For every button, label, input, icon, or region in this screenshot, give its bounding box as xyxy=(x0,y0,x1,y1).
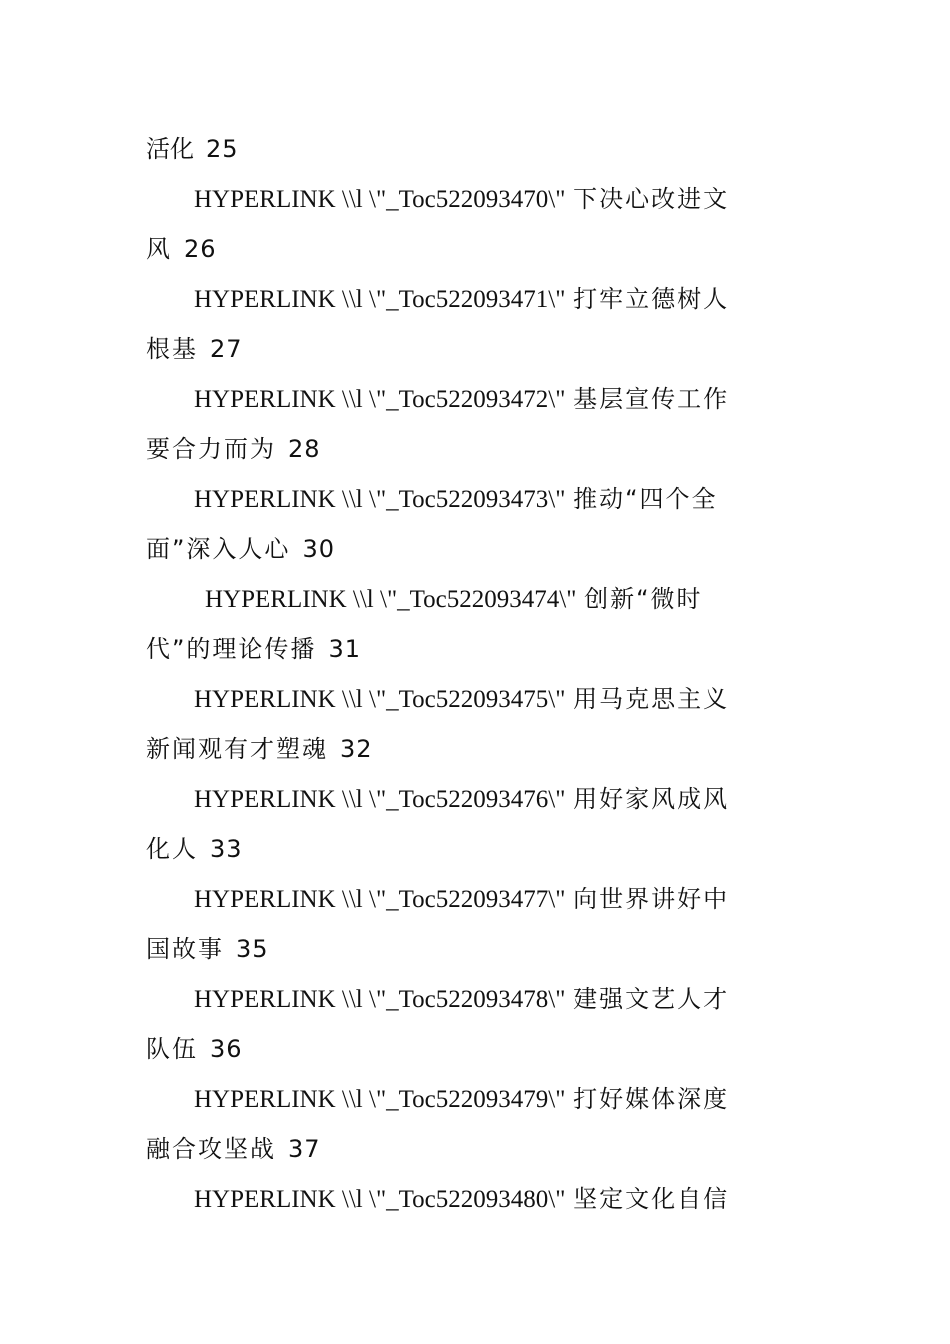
toc-entry-title-continuation: 代”的理论传播 xyxy=(146,635,317,663)
toc-entry-wrap-line xyxy=(146,324,808,374)
toc-entry-wrap-line xyxy=(146,524,808,574)
hyperlink-field-code[interactable]: HYPERLINK \\l \"_Toc522093473\" xyxy=(194,486,566,513)
toc-entry-line[interactable] xyxy=(146,274,808,324)
hyperlink-field-code[interactable]: HYPERLINK \\l \"_Toc522093477\" xyxy=(194,886,566,913)
toc-entry-title[interactable]: 用马克思主义 xyxy=(573,685,730,713)
hyperlink-field-code[interactable]: HYPERLINK \\l \"_Toc522093479\" xyxy=(194,1086,566,1113)
toc-entry-title[interactable]: 基层宣传工作 xyxy=(573,385,730,413)
toc-entry-line[interactable] xyxy=(146,874,808,924)
toc-page-number: 25 xyxy=(206,135,239,163)
toc-page-number: 30 xyxy=(302,535,335,563)
toc-entry-title[interactable]: 坚定文化自信 xyxy=(573,1185,730,1213)
toc-entry-title-continuation: 要合力而为 xyxy=(146,435,276,463)
toc-entry-wrap-line xyxy=(146,424,808,474)
hyperlink-field-code[interactable]: HYPERLINK \\l \"_Toc522093470\" xyxy=(194,186,566,213)
hyperlink-field-code[interactable]: HYPERLINK \\l \"_Toc522093478\" xyxy=(194,986,566,1013)
toc-entry-line[interactable] xyxy=(146,374,808,424)
toc-entry-title-continuation: 面”深入人心 xyxy=(146,535,291,563)
toc-entry-line[interactable] xyxy=(146,674,808,724)
toc-entry-wrap-line xyxy=(146,924,808,974)
toc-entry-title[interactable]: 推动“四个全 xyxy=(573,485,718,513)
toc-entry-wrap-line xyxy=(146,624,808,674)
toc-entry-title-continuation: 队伍 xyxy=(146,1035,198,1063)
toc-entry-wrap-line xyxy=(146,1024,808,1074)
toc-page-number: 35 xyxy=(236,935,269,963)
hyperlink-field-code[interactable]: HYPERLINK \\l \"_Toc522093475\" xyxy=(194,686,566,713)
toc-entry-title-continuation: 化人 xyxy=(146,835,198,863)
toc-entry-wrap-line xyxy=(146,1124,808,1174)
toc-page-number: 37 xyxy=(288,1135,321,1163)
toc-entry-title[interactable]: 创新“微时 xyxy=(584,585,703,613)
toc-entry-title[interactable]: 下决心改进文 xyxy=(573,185,730,213)
toc-entry-title[interactable]: 打牢立德树人 xyxy=(573,285,730,313)
hyperlink-field-code[interactable]: HYPERLINK \\l \"_Toc522093471\" xyxy=(194,286,566,313)
toc-entry-wrap-line xyxy=(146,724,808,774)
hyperlink-field-code[interactable]: HYPERLINK \\l \"_Toc522093474\" xyxy=(205,586,577,613)
toc-entry-title[interactable]: 向世界讲好中 xyxy=(573,885,730,913)
toc-title-continuation: 活化 xyxy=(146,135,194,163)
hyperlink-field-code[interactable]: HYPERLINK \\l \"_Toc522093476\" xyxy=(194,786,566,813)
toc-page-number: 32 xyxy=(340,735,373,763)
toc-entry-title-continuation: 风 xyxy=(146,235,172,263)
toc-entry-line[interactable] xyxy=(146,574,808,624)
toc-entry-line[interactable] xyxy=(146,974,808,1024)
toc-entry-line[interactable] xyxy=(146,474,808,524)
toc-entry-title[interactable]: 打好媒体深度 xyxy=(573,1085,730,1113)
toc-entry-line[interactable] xyxy=(146,1074,808,1124)
hyperlink-field-code[interactable]: HYPERLINK \\l \"_Toc522093480\" xyxy=(194,1186,566,1213)
toc-page-number: 31 xyxy=(328,635,361,663)
toc-continuation-line xyxy=(146,124,808,174)
toc-entry-line[interactable] xyxy=(146,174,808,224)
toc-entry-title-continuation: 融合攻坚战 xyxy=(146,1135,276,1163)
toc-entry-title[interactable]: 用好家风成风 xyxy=(573,785,730,813)
toc-entry-line[interactable] xyxy=(146,774,808,824)
toc-entry-line[interactable] xyxy=(146,1174,808,1224)
toc-entry-title-continuation: 新闻观有才塑魂 xyxy=(146,735,328,763)
hyperlink-field-code[interactable]: HYPERLINK \\l \"_Toc522093472\" xyxy=(194,386,566,413)
toc-page-number: 36 xyxy=(210,1035,243,1063)
toc-entry-title-continuation: 根基 xyxy=(146,335,198,363)
toc-page-number: 27 xyxy=(210,335,243,363)
toc-page-number: 33 xyxy=(210,835,243,863)
toc-entry-wrap-line xyxy=(146,824,808,874)
toc-page-number: 28 xyxy=(288,435,321,463)
toc-page-number: 26 xyxy=(184,235,217,263)
toc-entry-wrap-line xyxy=(146,224,808,274)
table-of-contents xyxy=(146,124,808,1224)
toc-entry-title-continuation: 国故事 xyxy=(146,935,224,963)
toc-entry-title[interactable]: 建强文艺人才 xyxy=(573,985,730,1013)
